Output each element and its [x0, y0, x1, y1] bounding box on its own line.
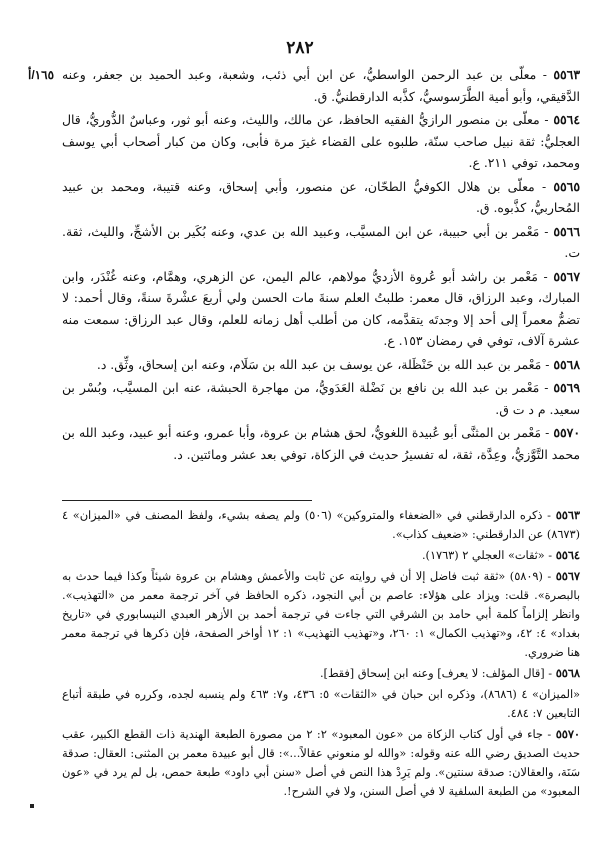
entry-number: ٥٥٦٦ [553, 223, 580, 239]
entry-text: مَعْمر بن أبي حبيبة، عن ابن المسيَّب، وعبيد الله بن عدي، وعنه بُكَير بن الأشجِّ، والليث، ثقة. ت. [62, 223, 580, 260]
entry-text: معلّى بن عبد الرحمن الواسطيُّ، عن ابن أبي ذئب، وشعبة، وعبد الحميد بن جعفر، وعنه الدَّقيقي، وأبو أمية الطَّرَسوسيُّ، كذَّبه الدارقطنيُّ. ق. [62, 67, 580, 104]
footnotes [62, 506, 580, 803]
footnote-number: ٥٥٦٣ [555, 508, 580, 522]
entry-text: معلّى بن منصور الرازيُّ الفقيه الحافظ، عن مالك، والليث، وعنه أبو ثور، وعباسٌ الدُّوريُّ، قال العجليُّ: ثقة نبيل صاحب سنّة، طلبوه على القضاء غيرَ مرة فأبى، وكان من كبار أصحاب أبي يوسف ومحمد، توفي ٢١١. ع. [62, 112, 580, 170]
entry-number: ٥٥٦٨ [553, 356, 580, 372]
footnote-number: ٥٥٦٤ [555, 548, 580, 562]
page-number: ٢٨٢ [286, 38, 314, 58]
entry: ٥٥٦٦ - مَعْمر بن أبي حبيبة، عن ابن المسيَّب، وعبيد الله بن عدي، وعنه بُكَير بن الأشجِّ، والليث، ثقة. ت. [62, 223, 580, 260]
entry: ٥٥٦٨ - مَعْمر بن عبد الله بن حَنْظَلة، عن يوسف بن عبد الله بن سَلَام، وعنه ابن إسحاق، وثِّق. د. [96, 356, 580, 372]
entry-number: ٥٥٦٧ [553, 268, 580, 284]
entry-text: مَعْمر بن عبد الله بن نافع بن نَضْلة العَدَويُّ، من مهاجرة الحبشة، عنه ابن المسيَّب، وبُسْر بن سعيد. م د ت ق. [62, 380, 580, 417]
scan-mark [30, 804, 34, 808]
entry: ٥٥٦٤ - معلّى بن منصور الرازيُّ الفقيه الحافظ، عن مالك، والليث، وعنه أبو ثور، وعباسٌ الدُّوريُّ، قال العجليُّ: ثقة نبيل صاحب سنّة، طلبوه على القضاء غيرَ مرة فأبى، وكان من كبار أصحاب أبي يوسف ومحمد، توفي ٢١١. ع. [62, 112, 580, 170]
entry-number: ٥٥٦٣ [553, 67, 580, 82]
footnote-text: «الميزان» ٤ (٨٦٨٦)، وذكره ابن حبان في «الثقات» ٥: ٤٣٦، و٧: ٤٦٣ ولم ينسبه لجده، وكرره في طبقة أتباع التابعين ٧: ٤٨٤. [62, 688, 580, 720]
footnote-number: ٥٥٦٨ [555, 666, 580, 680]
entry: ٥٥٦٣ - معلّى بن عبد الرحمن الواسطيُّ، عن ابن أبي ذئب، وشعبة، وعبد الحميد بن جعفر، وعنه الدَّقيقي، وأبو أمية الطَّرَسوسيُّ، كذَّبه الدارقطنيُّ. ق. [62, 67, 580, 104]
footnote-number: ٥٥٦٧ [555, 569, 580, 583]
footnote-text: ذكره الدارقطني في «الضعفاء والمتروكين» (٥٠٦) ولم يصفه بشيء، ولفظ المصنف في «الميزان» ٤ (٨٦٧٣) عن الدارقطني: «ضعيف كذاب». [62, 509, 580, 541]
entry-text: معلّى بن هلال الكوفيُّ الطحّان، عن منصور، وأبي إسحاق، وعنه قتيبة، ومحمد بن عبيد المُحاربيُّ، كذَّبوه. ق. [62, 178, 580, 215]
footnote-text: «ثقات» العجلي ٢ (١٧٦٣). [421, 549, 545, 562]
entry-number: ٥٥٧٠ [553, 425, 580, 440]
footnote: ٥٥٦٣ - ذكره الدارقطني في «الضعفاء والمتروكين» (٥٠٦) ولم يصفه بشيء، ولفظ المصنف في «الميزان» ٤ (٨٦٧٣) عن الدارقطني: «ضعيف كذاب». [62, 508, 580, 541]
entry-text: مَعْمر بن المثنَّى أبو عُبيدة اللغويُّ، لحق هشام بن عروة، وأبا عمرو، وعنه أبو عبيد، وعبد الله بن محمد التَّوَّزيُّ، وعِدَّة، ثقة، له تفسيرُ حديث في الزكاة، توفي بعد عشر ومائتين. د. [62, 425, 580, 462]
entry-number: ٥٥٦٤ [553, 112, 580, 127]
footnote: ٥٥٦٨ - [قال المؤلف: لا يعرف] وعنه ابن إسحاق [فقط]. [319, 666, 580, 680]
footnote-divider [62, 500, 312, 501]
entry: ٥٥٦٥ - معلّى بن هلال الكوفيُّ الطحّان، عن منصور، وأبي إسحاق، وعنه قتيبة، ومحمد بن عبيد المُحاربيُّ، كذَّبوه. ق. [62, 178, 580, 215]
manuscript-folio-note: ١٦٥/أ [28, 68, 55, 82]
entry-text: مَعْمر بن عبد الله بن حَنْظَلة، عن يوسف بن عبد الله بن سَلَام، وعنه ابن إسحاق، وثِّق. د. [96, 356, 542, 372]
entry-number: ٥٥٦٩ [553, 380, 580, 395]
footnote-number: ٥٥٧٠ [555, 727, 580, 741]
footnote: ٥٥٦٤ - «ثقات» العجلي ٢ (١٧٦٣). [421, 548, 580, 562]
footnote: ٥٥٦٧ - (٥٨٠٩) «ثقة ثبت فاضل إلا أن في روايته عن ثابت والأعمش وهشام بن عروة شيئاً وكذا فيما حدث به بالبصرة». قلت: ويزاد على هؤلاء: عاصم بن أبي النجود، ذكره الحافظ في آخر ترجمة معمر من «التهذيب». وانظر إلزاماً كلمة أبي حامد بن الشرقي التي جاءت في ترجمة أحمد بن الأزهر العبدي النيسابوري في «تاريخ بغداد» ٤: ٤٢، و«تهذيب الكمال» ١: ٢٦٠، و«تهذيب التهذيب» ١: ١٢ أواخر الصفحة، فإن ذكرها في ترجمة معمر هنا ضروري. [62, 569, 580, 659]
footnote: ٥٥٧٠ - جاء في أول كتاب الزكاة من «عون المعبود» ٢: ٢ من مصورة الطبعة الهندية ذات القطع الكبير، عقب حديث الصديق رضي الله عنه وقوله: «والله لو منعوني عقالاً...»: قال أبو عبيدة معمر بن المثنى: العقال: صدقة سَنَة، والعقالان: صدقة سنتين». ولم يَرِدْ هذا النص في أصل «سنن أبي داود» طبعة حمص، بل لم يرد في «عون المعبود» من الطبعة السلفية لا في أصل السنن، ولا في الشرح!. [62, 727, 580, 798]
entry: ٥٥٦٧ - مَعْمر بن راشد أبو عُروة الأزديُّ مولاهم، عالم اليمن، عن الزهري، وهمَّام، وعنه غُنْدَر، وابن المبارك، وعبد الرزاق، قال معمر: طلبتُ العلم سنةَ مات الحسن ولي أربعَ عشْرةَ سنةً، وقال أحمد: لا تضمُّ معمراً إلى أحد إلا وجدتَه يتقدَّمه، كان من أطلب أهل زمانه للعلم، وقال عبد الرزاق: سمعت منه عشرة آلاف، توفي في رمضان ١٥٣. ع. [62, 268, 580, 348]
main-text [62, 64, 580, 467]
entry: ٥٥٦٩ - مَعْمر بن عبد الله بن نافع بن نَضْلة العَدَويُّ، من مهاجرة الحبشة، عنه ابن المسيَّب، وبُسْر بن سعيد. م د ت ق. [62, 380, 580, 417]
entry: ٥٥٧٠ - مَعْمر بن المثنَّى أبو عُبيدة اللغويُّ، لحق هشام بن عروة، وأبا عمرو، وعنه أبو عبيد، وعبد الله بن محمد التَّوَّزيُّ، وعِدَّة، ثقة، له تفسيرُ حديث في الزكاة، توفي بعد عشر ومائتين. د. [62, 425, 580, 462]
footnote-text: [قال المؤلف: لا يعرف] وعنه ابن إسحاق [فقط]. [319, 667, 545, 680]
entry-number: ٥٥٦٥ [553, 178, 580, 194]
footnote-continuation [62, 685, 580, 723]
entry-text: مَعْمر بن راشد أبو عُروة الأزديُّ مولاهم، عالم اليمن، عن الزهري، وهمَّام، وعنه غُنْدَر، وابن المبارك، وعبد الرزاق، قال معمر: طلبتُ العلم سنةَ مات الحسن ولي أربعَ عشْرةَ سنةً، وقال أحمد: لا تضمُّ معمراً إلى أحد إلا وجدتَه يتقدَّمه، كان من أطلب أهل زمانه للعلم، وقال عبد الرزاق: سمعت منه عشرة آلاف، توفي في رمضان ١٥٣. ع. [62, 268, 580, 348]
footnote-text: (٥٨٠٩) «ثقة ثبت فاضل إلا أن في روايته عن ثابت والأعمش وهشام بن عروة شيئاً وكذا فيما حدث به بالبصرة». قلت: ويزاد على هؤلاء: عاصم بن أبي النجود، ذكره الحافظ في آخر ترجمة معمر من «التهذيب». وانظر إلزاماً كلمة أبي حامد بن الشرقي التي جاءت في ترجمة أحمد بن الأزهر العبدي النيسابوري في «تاريخ بغداد» ٤: ٤٢، و«تهذيب الكمال» ١: ٢٦٠، و«تهذيب التهذيب» ١: ١٢ أواخر الصفحة، فإن ذكرها في ترجمة معمر هنا ضروري. [62, 570, 580, 659]
footnote-text: جاء في أول كتاب الزكاة من «عون المعبود» ٢: ٢ من مصورة الطبعة الهندية ذات القطع الكبير، عقب حديث الصديق رضي الله عنه وقوله: «والله لو منعوني عقالاً...»: قال أبو عبيدة معمر بن المثنى: العقال: صدقة سَنَة، والعقالان: صدقة سنتين». ولم يَرِدْ هذا النص في أصل «سنن أبي داود» طبعة حمص، بل لم يرد في «عون المعبود» من الطبعة السلفية لا في أصل السنن، ولا في الشرح!. [62, 728, 580, 798]
